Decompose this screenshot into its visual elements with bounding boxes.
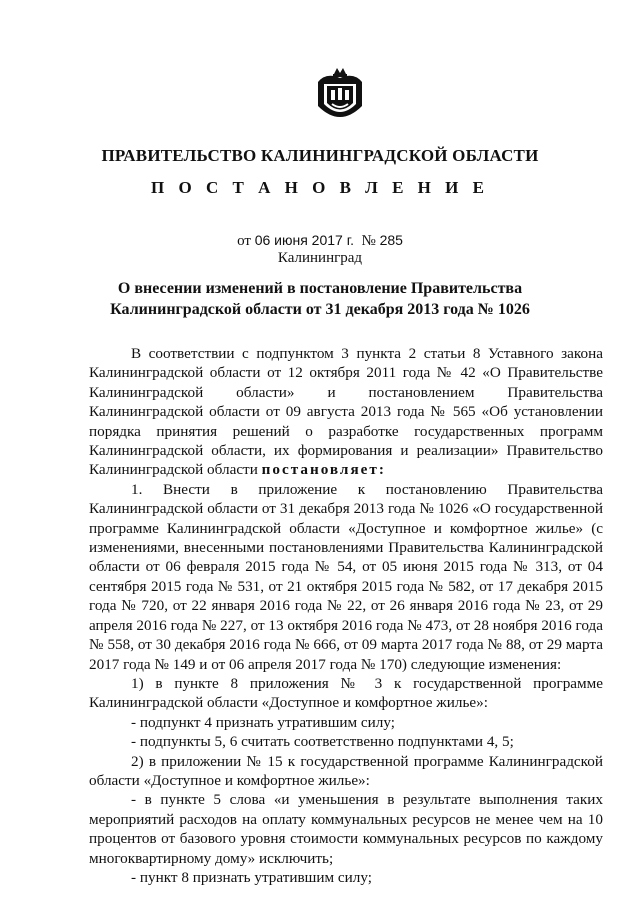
number-sign: № (361, 233, 376, 249)
number-value: 285 (379, 232, 403, 248)
intro-paragraph: В соответствии с подпунктом 3 пункта 2 статьи 8 Уставного закона Калининградской области от 12 октября 2011 года № 42 «О Правительстве Калининградской области» и постановлением Правительства Калининградской области от 09 августа 2013 года № 565 «Об установлении порядка принятия решений о разработке государственных программ Калининградской области, их формирования и реализации» Правительство Калининградской области постановляет: (89, 345, 603, 479)
document-body (89, 344, 603, 887)
document-type: П О С Т А Н О В Л Е Н И Е (151, 178, 489, 197)
date-value: 06 июня 2017 г. (254, 232, 354, 248)
item-1-paragraph: 1. Внести в приложение к постановлению Правительства Калининградской области от 31 декабря 2013 года № 1026 «О государственной программе Калининградской области «Доступное и комфортное жилье» (с изменениями, внесенными постановлениями Правительства Калининградской области от 06 февраля 2015 года № 54, от 05 июня 2015 года № 313, от 04 сентября 2015 года № 531, от 21 октября 2015 года № 582, от 17 декабря 2015 года № 720, от 22 января 2016 года № 22, от 26 января 2016 года № 23, от 29 апреля 2016 года № 227, от 13 октября 2016 года № 473, от 28 ноября 2016 года № 558, от 30 декабря 2016 года № 666, от 09 марта 2017 года № 88, от 29 марта 2017 года № 149 и от 06 апреля 2017 года № 170) следующие изменения: (89, 480, 603, 673)
date-prefix: от (237, 233, 251, 249)
subitem-1-a: - подпункт 4 признать утратившим силу; (131, 713, 395, 731)
subitem-2-paragraph: 2) в приложении № 15 к государственной программе Калининградской области «Доступное и комфортное жилье»: (89, 752, 603, 789)
government-title: ПРАВИТЕЛЬСТВО КАЛИНИНГРАДСКОЙ ОБЛАСТИ (101, 146, 539, 165)
coat-of-arms-emblem (316, 66, 364, 126)
subject-line-2: Калининградской области от 31 декабря 2013 года № 1026 (110, 301, 530, 318)
subject-line-1: О внесении изменений в постановление Правительства (117, 280, 523, 297)
subitem-1-paragraph: 1) в пункте 8 приложения № 3 к государственной программе Калининградской области «Доступное и комфортное жилье»: (89, 674, 603, 712)
decree-word: постановляет: (261, 461, 386, 479)
city: Калининград (277, 250, 363, 266)
subitem-1-b: - подпункты 5, 6 считать соответственно подпунктами 4, 5; (131, 733, 514, 751)
subitem-2-a: - в пункте 5 слова «и уменьшения в результате выполнения таких мероприятий расходов на оплату коммунальных ресурсов не менее чем на 10 процентов от базового уровня стоимости коммунальных ресурсов по каждому многоквартирному дому» исключить; (89, 791, 603, 867)
subitem-2-b: - пункт 8 признать утратившим силу; (131, 868, 372, 886)
date-line (0, 232, 640, 250)
document-subject (0, 278, 640, 320)
